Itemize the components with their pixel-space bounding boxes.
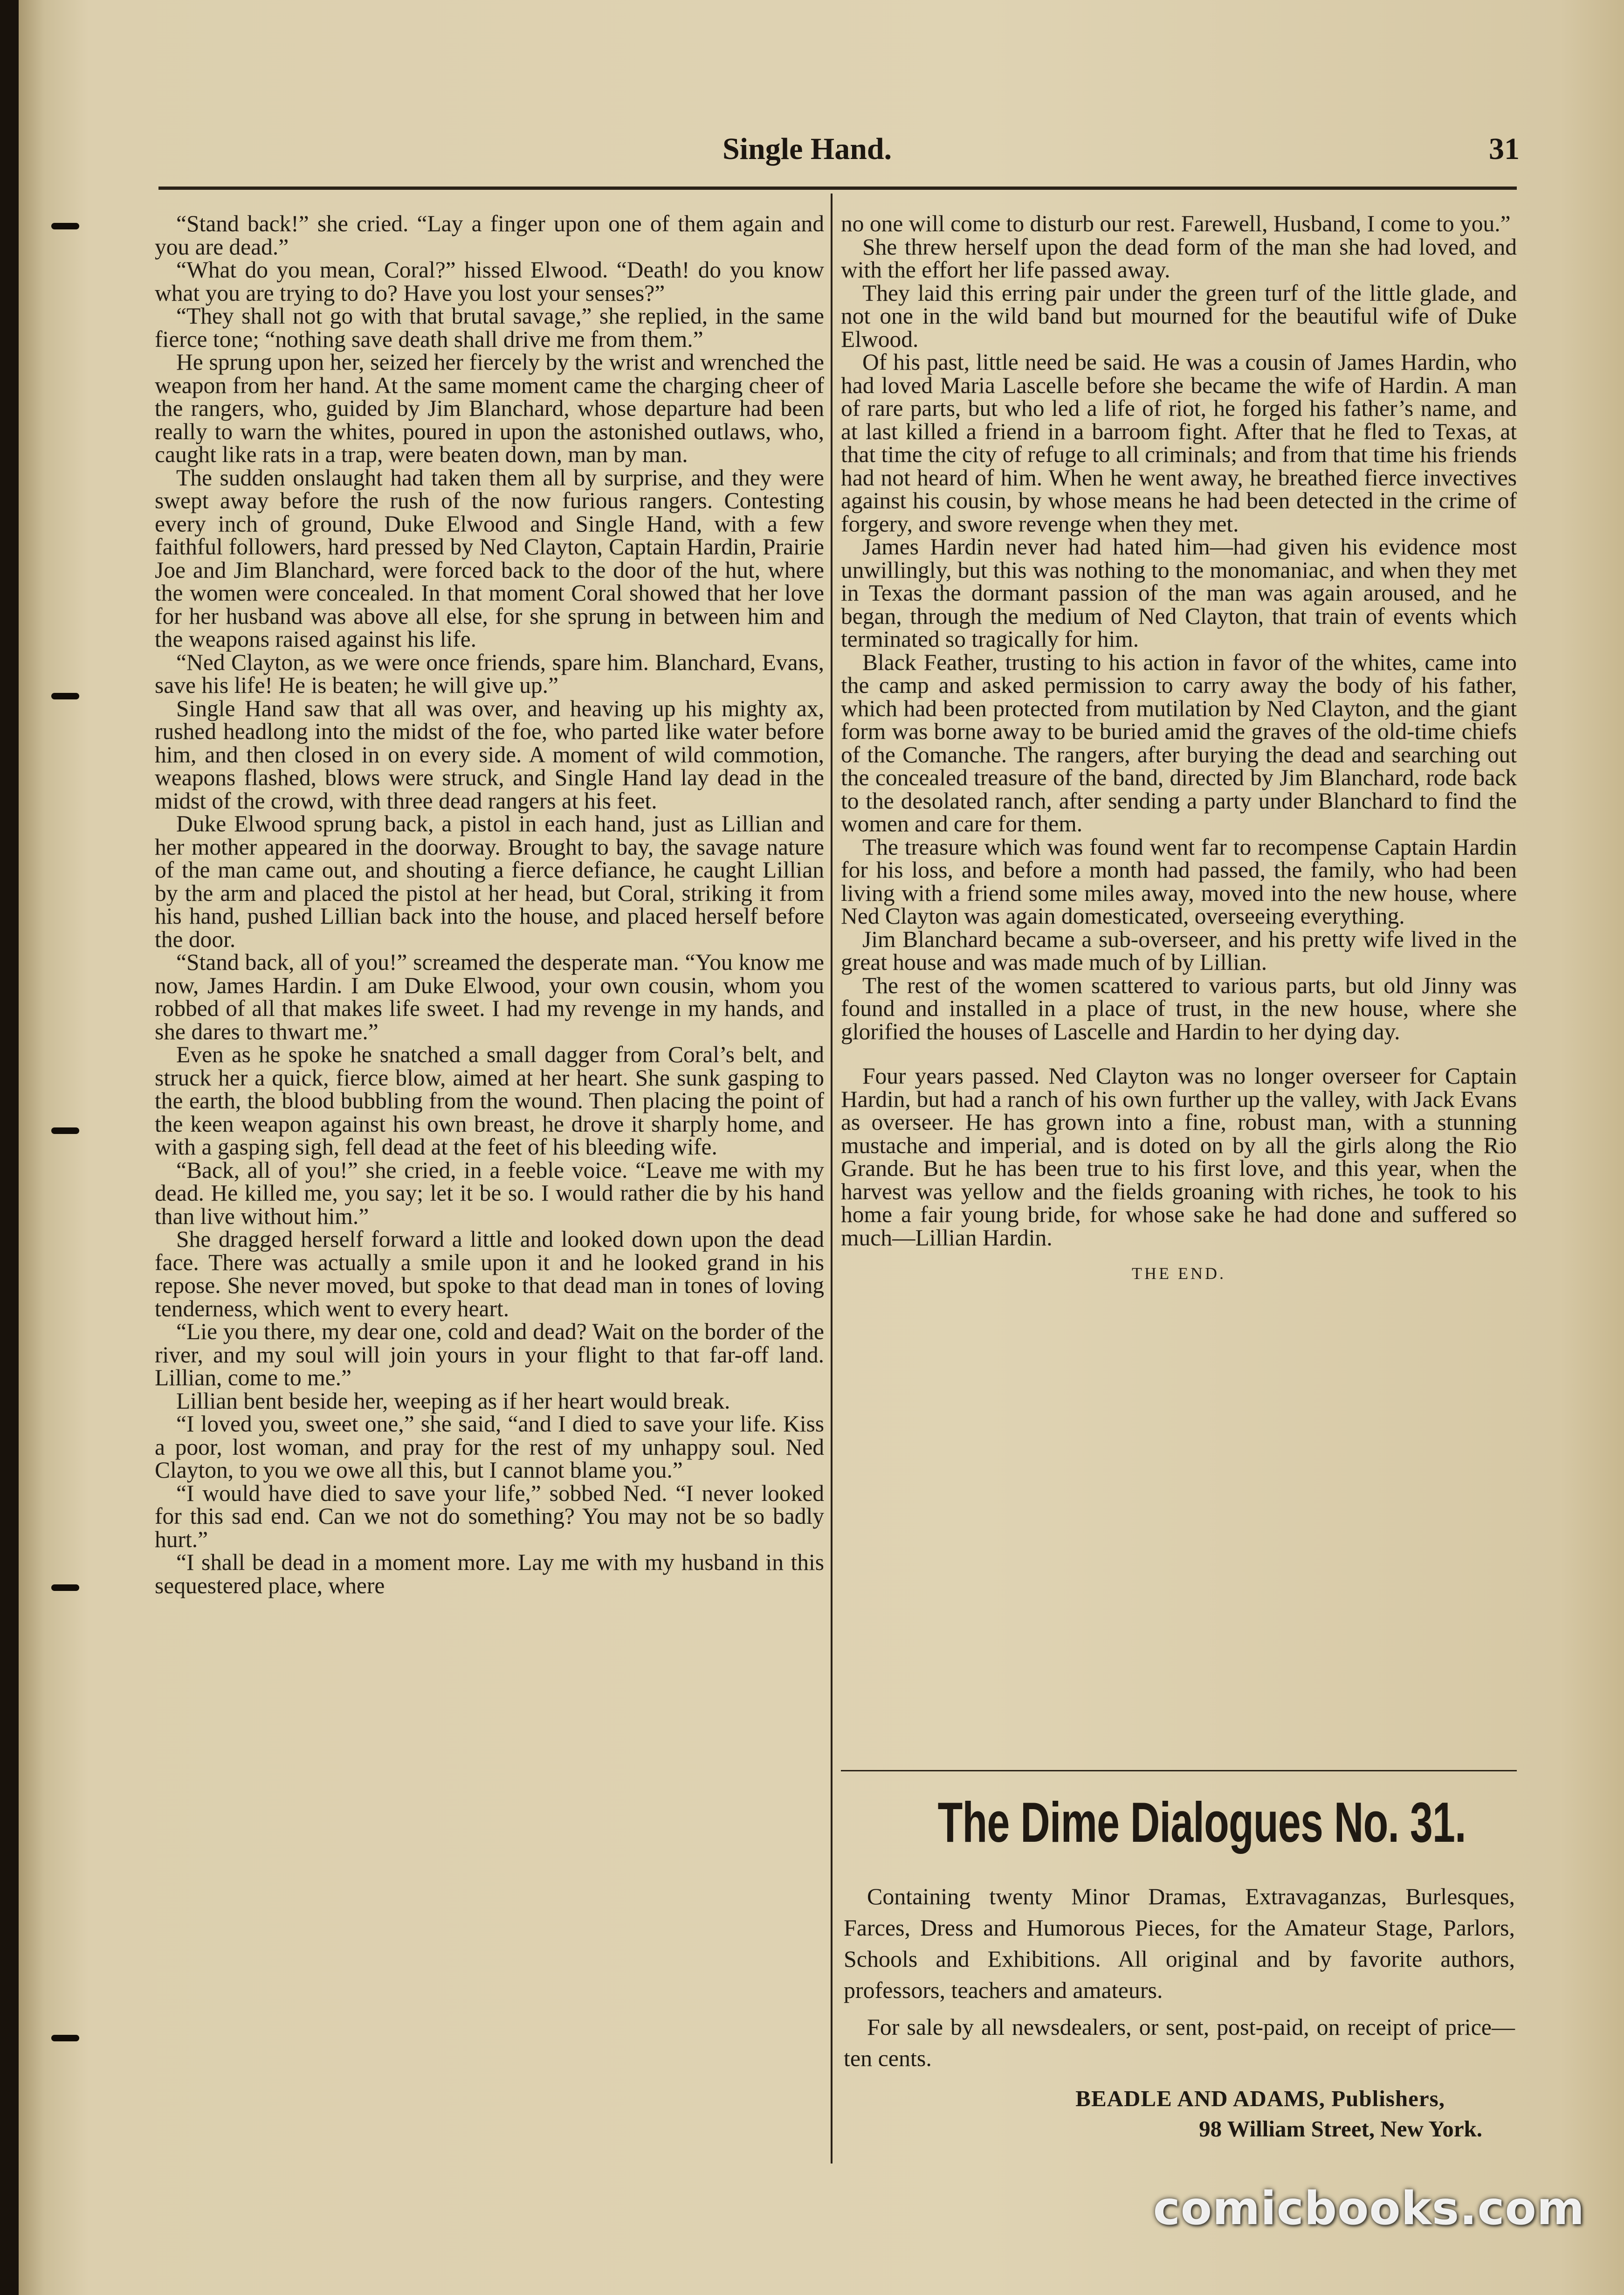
story-left-paragraph: “What do you mean, Coral?” hissed Elwood. “Death! do you know what you are trying to do? Have you lost your senses?” bbox=[155, 257, 824, 306]
advertisement bbox=[844, 1790, 1515, 2142]
header-rule bbox=[158, 187, 1517, 190]
story-left-paragraph: “Back, all of you!” she cried, in a feeble voice. “Leave me with my dead. He killed me, you say; let it be so. I would rather die by his hand than live without him.” bbox=[155, 1157, 824, 1229]
story-right-paragraph: James Hardin never had hated him—had given his evidence most unwillingly, but this was nothing to the monomaniac, and when they met in Texas the dormant passion of the man was again aroused, and he began, through the medium of Ned Clayton, that train of events which terminated so tragically for him. bbox=[841, 534, 1517, 652]
story-left-paragraph: “They shall not go with that brutal savage,” she replied, in the same fierce tone; “nothing save death shall drive me from them.” bbox=[155, 303, 824, 352]
story-right-paragraph: Black Feather, trusting to his action in favor of the whites, came into the camp and asked permission to carry away the body of his father, which had been protected from mutilation by Ned Clayton, and the giant form was borne away to be buried amid the graves of the old-time chiefs of the Comanche. The rangers, after burying the dead and searching out the concealed treasure of the band, directed by Jim Blanchard, rode back to the desolated ranch, after sending a party under Blanchard to find the women and care for them. bbox=[841, 649, 1517, 836]
story-right-paragraph: The rest of the women scattered to various parts, but old Jinny was found and installed in a place of trust, in the new house, where she glorified the houses of Lascelle and Hardin to her dying day. bbox=[841, 972, 1517, 1044]
story-column-right bbox=[841, 212, 1517, 1282]
story-left-paragraph: Single Hand saw that all was over, and heaving up his mighty ax, rushed headlong into the midst of the foe, who parted like water before him, and then closed in on every side. A moment of wild commotion, weapons flashed, blows were struck, and Single Hand lay dead in the midst of the crowd, with three dead rangers at his feet. bbox=[155, 695, 824, 814]
ad-description: Containing twenty Minor Dramas, Extravaganzas, Burlesques, Farces, Dress and Humorous Pieces, for the Amateur Stage, Parlors, Schools and Exhibitions. All original and by favorite authors, professors, teachers and amateurs. bbox=[844, 1883, 1515, 2003]
ad-body bbox=[844, 1881, 1515, 2074]
story-left-paragraph: “I would have died to save your life,” sobbed Ned. “I never looked for this sad end. Can we not do something? You may not be so badly hurt.” bbox=[155, 1480, 824, 1552]
binding-stitch bbox=[51, 693, 79, 699]
story-right-paragraph: Of his past, little need be said. He was a cousin of James Hardin, who had loved Maria Lascelle before she became the wife of Hardin. A man of rare parts, but who led a life of riot, he forged his father’s name, and at last killed a friend in a barroom fight. After that he fled to Texas, at that time the city of refuge to all criminals; and from that time his friends had not heard of him. When he went away, he breathed fierce invectives against his cousin, by whose means he had been detected in the crime of forgery, and swore revenge when they met. bbox=[841, 349, 1517, 537]
binding-stitch bbox=[51, 2035, 79, 2041]
page-number: 31 bbox=[1489, 132, 1520, 166]
story-left-paragraph: “I loved you, sweet one,” she said, “and I died to save your life. Kiss a poor, lost woman, and pray for the rest of my unhappy soul. Ned Clayton, to you we owe all this, but I cannot blame you.” bbox=[155, 1411, 824, 1483]
page bbox=[19, 0, 1624, 2295]
ad-address: 98 William Street, New York. bbox=[1199, 2116, 1482, 2142]
binding-stitch bbox=[51, 223, 79, 229]
story-left-paragraph: Duke Elwood sprung back, a pistol in each hand, just as Lillian and her mother appeared in the doorway. Brought to bay, the savage nature of the man came out, and shouting a fierce defiance, he caught Lillian by the arm and placed the pistol at her head, but Coral, striking it from his hand, pushed Lillian back into the house, and placed herself before the door. bbox=[155, 811, 824, 952]
story-left-paragraph: “Lie you there, my dear one, cold and dead? Wait on the border of the river, and my soul will join yours in your flight to that far-off land. Lillian, come to me.” bbox=[155, 1319, 824, 1390]
story-left-paragraph: “Ned Clayton, as we were once friends, spare him. Blanchard, Evans, save his life! He is beaten; he will give up.” bbox=[155, 649, 824, 698]
story-left-paragraph: “Stand back, all of you!” screamed the desperate man. “You know me now, James Hardin. I am Duke Elwood, your own cousin, whom you robbed of all that makes life sweet. I had my revenge in my hands, and she dares to thwart me.” bbox=[155, 949, 824, 1044]
story-left-paragraph: “Stand back!” she cried. “Lay a finger upon one of them again and you are dead.” bbox=[155, 211, 824, 260]
ad-divider-rule bbox=[841, 1770, 1517, 1771]
binding-stitch bbox=[51, 1584, 79, 1591]
section-gap bbox=[841, 1043, 1517, 1065]
story-left-paragraph: The sudden onslaught had taken them all by surprise, and they were swept away before the rush of the now furious rangers. Contesting every inch of ground, Duke Elwood and Single Hand, with a few faithful followers, hard pressed by Ned Clayton, Captain Hardin, Prairie Joe and Jim Blanchard, were forced back to the door of the hut, where the women were concealed. In that moment Coral showed that her love for her husband was above all else, for she sprung in between him and the weapons raised against his life. bbox=[155, 464, 824, 652]
story-right-paragraph: The treasure which was found went far to recompense Captain Hardin for his loss, and before a month had passed, the family, who had been living with a friend some miles away, moved into the new house, where Ned Clayton was again domesticated, overseeing everything. bbox=[841, 834, 1517, 929]
the-end-label: THE END. bbox=[1132, 1264, 1226, 1283]
story-left-paragraph: She dragged herself forward a little and looked down upon the dead face. There was actually a smile upon it and he looked grand in his repose. She never moved, but spoke to that dead man in tones of loving tenderness, which went to every heart. bbox=[155, 1226, 824, 1321]
ad-publisher: BEADLE AND ADAMS, Publishers, bbox=[1075, 2086, 1445, 2111]
story-left-paragraph: Even as he spoke he snatched a small dagger from Coral’s belt, and struck her a quick, fierce blow, aimed at her heart. She sunk gasping to the earth, the blood bubbling from the wound. Then placing the point of the keen weapon against his own breast, he drove it sharply home, and with a gasping sigh, fell dead at the feet of his bleeding wife. bbox=[155, 1042, 824, 1160]
story-right-paragraph: They laid this erring pair under the green turf of the little glade, and not one in the wild band but mourned for the beautiful wife of Duke Elwood. bbox=[841, 280, 1517, 352]
page-title: Single Hand. bbox=[723, 132, 892, 166]
story-left-paragraph: Lillian bent beside her, weeping as if her heart would break. bbox=[176, 1388, 730, 1414]
story-left-paragraph: “I shall be dead in a moment more. Lay me with my husband in this sequestered place, where bbox=[155, 1549, 824, 1598]
story-right-paragraph: She threw herself upon the dead form of the man she had loved, and with the effort her life passed away. bbox=[841, 234, 1517, 283]
ad-sale-text: For sale by all newsdealers, or sent, post-paid, on receipt of price—ten cents. bbox=[844, 2014, 1515, 2071]
ad-title: The Dime Dialogues No. 31. bbox=[937, 1790, 1466, 1854]
column-divider bbox=[831, 194, 833, 2164]
story-left-paragraph: He sprung upon her, seized her fiercely by the wrist and wrenched the weapon from her hand. At the same moment came the charging cheer of the rangers, who, guided by Jim Blanchard, whose departure had been really to warn the whites, poured in upon the astonished outlaws, who, caught like rats in a trap, were beaten down, man by man. bbox=[155, 349, 824, 467]
story-right-paragraph: Jim Blanchard became a sub-overseer, and his pretty wife lived in the great house and was made much of by Lillian. bbox=[841, 926, 1517, 975]
story-column-left bbox=[155, 212, 824, 1597]
watermark: comicbooks.com bbox=[1153, 2182, 1585, 2235]
story-right-paragraph: no one will come to disturb our rest. Farewell, Husband, I come to you.” bbox=[841, 211, 1511, 236]
epilogue-paragraph: Four years passed. Ned Clayton was no longer overseer for Captain Hardin, but had a ranch of his own further up the valley, with Jack Evans as overseer. He has grown into a fine, robust man, with a stunning mustache and imperial, and is doted on by all the girls along the Rio Grande. But he has been true to his first love, and this year, when the harvest was yellow and the fields groaning with riches, he took to his home a fair young bride, for whose sake he had done and suffered so much—Lillian Hardin. bbox=[841, 1063, 1517, 1251]
binding-stitch bbox=[51, 1127, 79, 1134]
